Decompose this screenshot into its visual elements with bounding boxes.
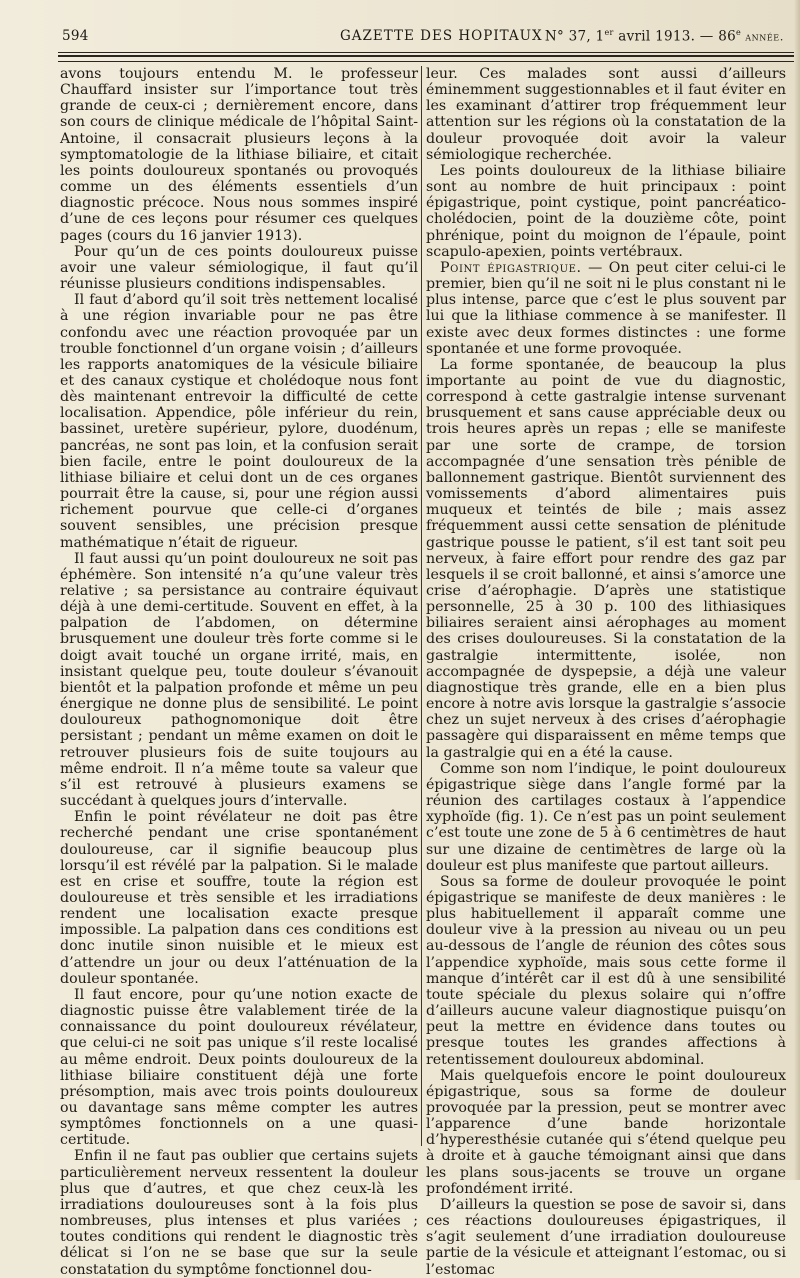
section-paragraph (426, 260, 786, 357)
paragraph: Pour qu’un de ces points douloureux puisse avoir une valeur sémiologique, il faut qu’il réunisse plusieurs conditions indispensables. (60, 243, 418, 293)
paragraph: Enfin le point révélateur ne doit pas être recherché pendant une crise spontanément douloureuse, car il signifie beaucoup plus lorsqu’il est révélé par la palpation. Si le malade est en crise et souffre, toute la région est douloureuse et très sensible et les irradiations rendent une localisation exacte presque impossible. La palpation dans ces conditions est donc inutile sinon nuisible et le mieux est d’attendre un jour ou deux l’atténuation de la douleur spontanée. (60, 809, 418, 987)
issue-date: avril 1913. — 86 (613, 28, 736, 45)
right-column (426, 66, 786, 1278)
page-header (62, 28, 784, 50)
paragraph: Il faut encore, pour qu’une notion exacte de diagnostic puisse être valablement tirée de la connaissance du point douloureux révélateur, que celui-ci ne soit pas unique s’il reste localisé au même endroit. Deux points douloureux de la lithiase biliaire constituent déjà une forte présomption, mais avec trois points douloureux ou davantage sans même compter les autres symptômes fonctionnels on a une quasi-certitude. (60, 986, 418, 1149)
header-rule-thick (58, 55, 794, 57)
page-edge-shadow (794, 0, 800, 1180)
paragraph: Enfin il ne faut pas oublier que certains sujets particulièrement nerveux ressentent la douleur plus que d’autres, et que chez ceux-là les irradiations douloureuses sont à la fois plus nombreuses, plus intenses et plus variées ; toutes conditions qui rendent le diagnostic très délicat si l’on ne se base que sur la seule constatation du symptôme fonctionnel dou- (60, 1148, 418, 1278)
column-divider (421, 66, 422, 1146)
header-rule-top (58, 52, 794, 53)
section-text: — On peut citer celui-ci le premier, bien qu’il ne soit ni le plus constant ni le plus intense, parce que c’est le plus souvent par lui que la lithiase commence à se manifester. Il existe avec deux formes distinctes : une forme spontanée et une forme provoquée. (426, 259, 786, 357)
issue-superscript: er (604, 28, 614, 37)
section-heading: Point épigastrique. (440, 259, 582, 276)
paragraph: Sous sa forme de douleur provoquée le point épigastrique se manifeste de deux manières : le plus habituellement il apparaît comme une douleur vive à la pression au niveau ou un peu au-dessous de l’angle de réunion des côtes sous l’appendice xyphoïde, mais sous cette forme il manque d’intérêt car il est dû à une sensibilité toute spéciale du plexus solaire qui n’offre d’ailleurs aucune valeur diagnostique puisqu’on peut la mettre en évidence dans toutes ou presque toutes les grandes affections à retentissement douloureux abdominal. (426, 873, 786, 1068)
paragraph: La forme spontanée, de beaucoup la plus importante au point de vue du diagnostic, correspond à cette gastralgie intense survenant brusquement et sans cause appréciable deux ou trois heures après un repas ; elle se manifeste par une sorte de crampe, de torsion accompagnée d’une sensation très pénible de ballonnement gastrique. Bientôt surviennent des vomissements d’abord alimentaires puis muqueux et teintés de bile ; mais assez fréquemment aussi cette sensation de plénitude gastrique pousse le patient, s’il est tant soit peu nerveux, à faire effort pour rendre des gaz par lesquels il se croit ballonné, et ainsi s’amorce une crise d’aérophagie. D’après une statistique personnelle, 25 à 30 p. 100 des lithiasiques biliaires seraient ainsi aérophages au moment des crises douloureuses. Si la constatation de la gastralgie intermittente, isolée, non accompagnée de dyspepsie, a déjà une valeur diagnostique très grande, elle en a bien plus encore à notre avis lorsque la gastralgie s’associe chez un sujet nerveux à des crises d’aérophagie passagère qui disparaissent en même temps que la gastralgie qui en a été la cause. (426, 356, 786, 761)
issue-year-label: année. (741, 29, 784, 44)
issue-number: N° 37, 1 (544, 28, 605, 45)
header-rule-bottom (58, 61, 794, 62)
left-column (60, 66, 418, 1278)
paragraph: leur. Ces malades sont aussi d’ailleurs éminemment suggestionnables et il faut éviter en les examinant d’attirer trop fréquemment leur attention sur les régions où la constatation de la douleur provoquée doit avoir la valeur sémiologique recherchée. (426, 66, 786, 163)
paragraph: Les points douloureux de la lithiase biliaire sont au nombre de huit principaux : point épigastrique, point cystique, point pancréatico-cholédocien, point de la douzième côte, point phrénique, point du moignon de l’épaule, point scapulo-apexien, points vertébraux. (426, 162, 786, 260)
paragraph: Mais quelquefois encore le point douloureux épigastrique, sous sa forme de douleur provoquée par la pression, peut se montrer avec l’apparence d’une bande horizontale d’hyperesthésie cutanée qui s’étend quelque peu à droite et à gauche témoignant ainsi que dans les plans sous-jacents se trouve un organe profondément irrité. (426, 1067, 786, 1197)
issue-superscript-2: e (735, 28, 742, 37)
paragraph: Il faut d’abord qu’il soit très nettement localisé à une région invariable pour ne pas être confondu avec une réaction provoquée par un trouble fonctionnel d’un organe voisin ; d’ailleurs les rapports anatomiques de la vésicule biliaire et des canaux cystique et cholédoque nous font dès maintenant entrevoir la difficulté de cette localisation. Appendice, pôle inférieur du rein, bassinet, uretère supérieur, pylore, duodénum, pancréas, ne sont pas loin, et la confusion serait bien facile, entre le point douloureux de la lithiase biliaire et celui dont un de ces organes pourrait être la cause, si, pour une région aussi richement pourvue que celle-ci d’organes souvent sensibles, une précision presque mathématique n’était de rigueur. (60, 292, 418, 551)
paragraph: D’ailleurs la question se pose de savoir si, dans ces réactions douloureuses épigastriques, il s’agit seulement d’une irradiation douloureuse partie de la vésicule et atteignant l’estomac, ou si l’estomac (426, 1196, 786, 1278)
issue-info (545, 28, 784, 45)
paragraph: avons toujours entendu M. le professeur Chauffard insister sur l’importance tout très grande de ceux-ci ; dernièrement encore, dans son cours de clinique médicale de l’hôpital Saint-Antoine, il consacrait plusieurs leçons à la symptomatologie de la lithiase biliaire, et citait les points douloureux spontanés ou provoqués comme un des éléments essentiels d’un diagnostic précoce. Nous nous sommes inspiré d’une de ces leçons pour résumer ces quelques pages (cours du 16 janvier 1913). (60, 66, 418, 244)
page-number: 594 (62, 28, 89, 44)
paragraph: Comme son nom l’indique, le point douloureux épigastrique siège dans l’angle formé par la réunion des cartilages costaux à l’appendice xyphoïde (fig. 1). Ce n’est pas un point seulement c’est toute une zone de 5 à 6 centimètres de haut sur une dizaine de centimètres de large où la douleur est plus manifeste que partout ailleurs. (426, 760, 786, 874)
paragraph: Il faut aussi qu’un point douloureux ne soit pas éphémère. Son intensité n’a qu’une valeur très relative ; sa persistance au contraire équivaut déjà à une demi-certitude. Souvent en effet, à la palpation de l’abdomen, on détermine brusquement une douleur très forte comme si le doigt avait touché un organe irrité, mais, en insistant quelque peu, toute douleur s’évanouit bientôt et la palpation profonde et même un peu énergique ne donne plus de sensibilité. Le point douloureux pathognomonique doit être persistant ; pendant un même examen on doit le retrouver plusieurs fois de suite toujours au même endroit. Il n’a même toute sa valeur que s’il est retrouvé à plusieurs examens se succédant à quelques jours d’intervalle. (60, 550, 418, 810)
journal-title: GAZETTE DES HOPITAUX (340, 28, 543, 44)
